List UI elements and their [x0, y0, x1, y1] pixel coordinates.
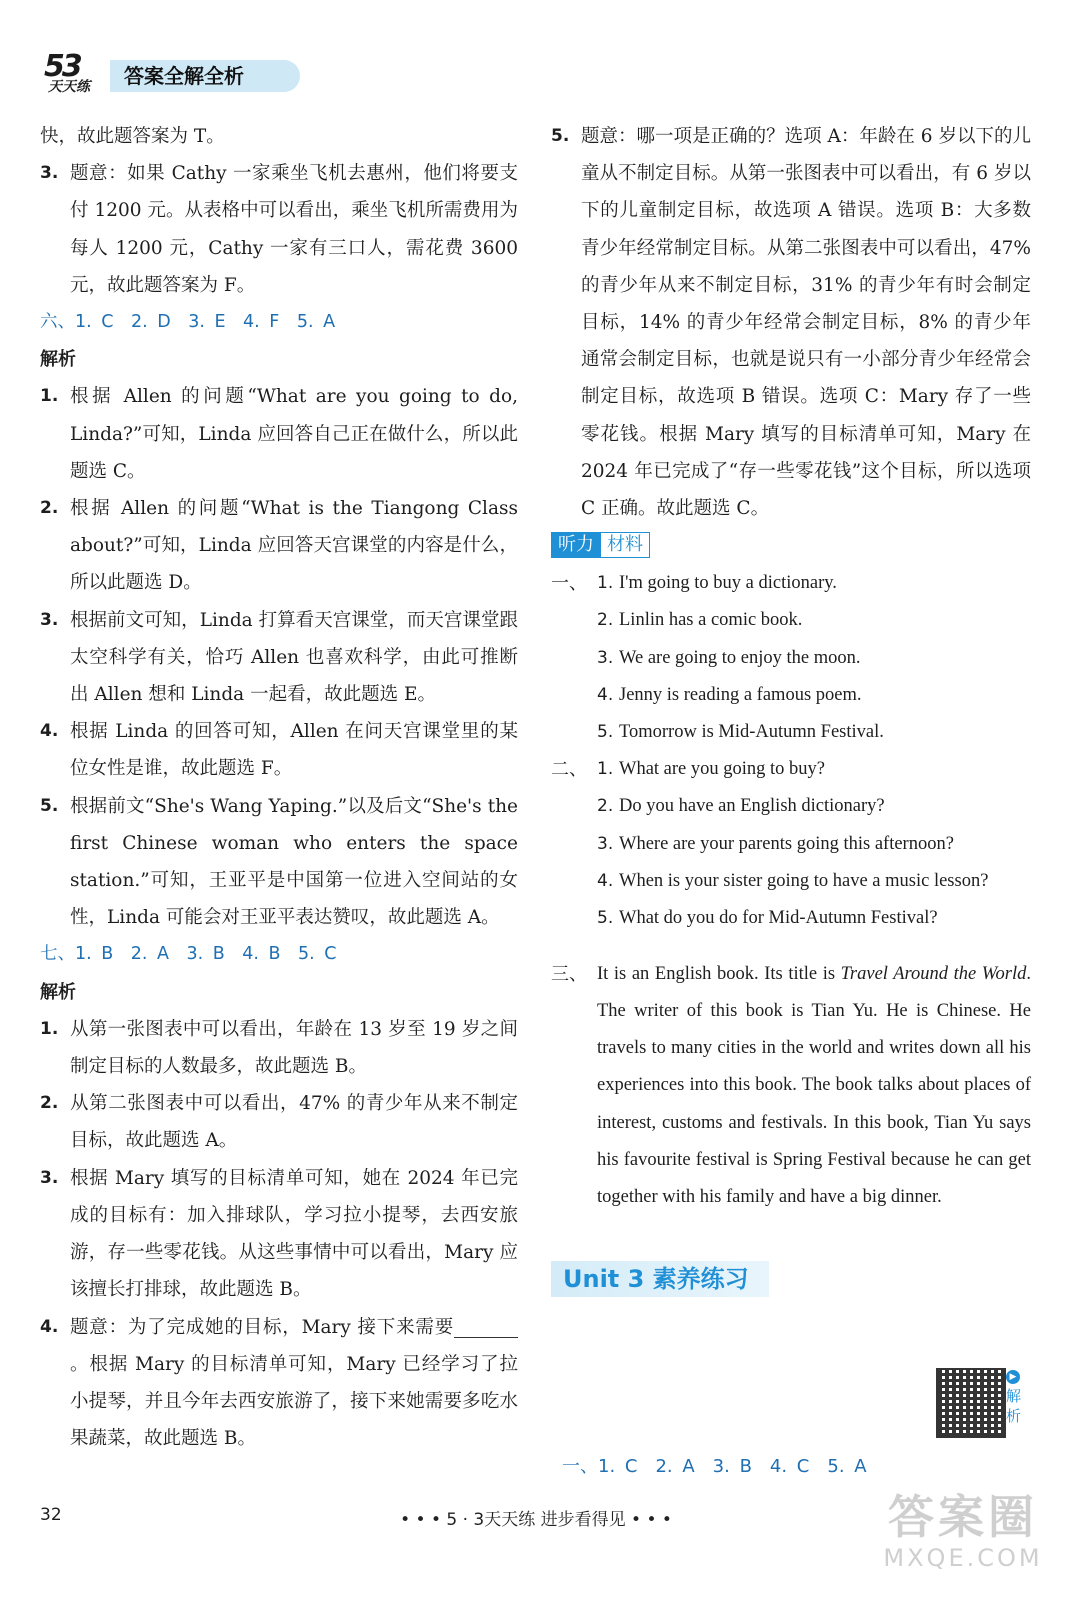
analysis-item [40, 378, 518, 490]
item-text: We are going to enjoy the moon. [619, 647, 861, 668]
left-column [40, 118, 518, 1457]
analysis-item-4 [40, 1309, 518, 1458]
item-text: 题意：如果 Cathy 一家乘坐飞机去惠州，他们将要支付 1200 元。从表格中可以看出，乘坐飞机所需费用为每人 1200 元，Cathy 一家有三口人，需花费 3600 元，故此题答案为 F。 [70, 163, 518, 296]
item-text: 根据 Allen 的问题“What is the Tiangong Class about?”可知，Linda 应回答天宫课堂的内容是什么，所以此题选 D。 [70, 498, 518, 594]
item-number: 4. [597, 684, 614, 705]
item-number: 2. [40, 498, 59, 519]
unit-3-answers: 一、1. C 2. A 3. B 4. C 5. A [562, 1456, 867, 1477]
item-number: 2. [597, 610, 614, 631]
right-column [551, 118, 1031, 1300]
continued-line: 快，故此题答案为 T。 [40, 126, 225, 147]
item-text: I'm going to buy a dictionary. [619, 573, 837, 594]
section-6-answers: 六、1. C 2. D 3. E 4. F 5. A [40, 312, 336, 333]
item-number: 1. [40, 1018, 59, 1039]
item-text: Do you have an English dictionary? [619, 796, 885, 817]
item-text: 从第二张图表中可以看出，47% 的青少年从来不制定目标，故此题选 A。 [70, 1093, 518, 1152]
item-text: Jenny is reading a famous poem. [619, 684, 862, 705]
item-number: 4. [597, 870, 614, 891]
item-number: 3. [40, 163, 59, 184]
item-text-before-blank: 题意：为了完成她的目标，Mary 接下来需要 [70, 1316, 454, 1338]
list-item [597, 863, 1031, 900]
analysis-item [40, 602, 518, 714]
item-text: 从第一张图表中可以看出，年龄在 13 岁至 19 岁之间制定目标的人数最多，故此题选 B。 [70, 1018, 518, 1078]
item-number: 3. [40, 609, 59, 630]
brand-logo [44, 49, 98, 98]
item-number: 5. [597, 722, 614, 743]
list-item [597, 826, 1031, 863]
analysis-item [40, 713, 518, 787]
page-header [40, 49, 340, 102]
watermark [868, 1490, 1058, 1590]
section-label: 一、 [551, 573, 587, 595]
qr-code[interactable] [936, 1368, 1006, 1438]
item-number: 2. [597, 796, 614, 817]
analysis-item-5 [551, 118, 1031, 527]
tag-material: 材料 [601, 532, 650, 558]
section-6-analysis-label: 解析 [40, 349, 76, 371]
item-number: 3. [597, 833, 614, 854]
listening-transcript [551, 565, 1031, 1216]
passage-text: It is an English book. Its title is [597, 963, 841, 984]
section-7-analysis-list [40, 1011, 518, 1457]
item-number: 1. [597, 573, 614, 594]
item-number: 2. [40, 1093, 59, 1114]
item-number: 5. [597, 908, 614, 929]
item-number: 1. [597, 759, 614, 780]
passage-text: . The writer of this book is Tian Yu. He is Chinese. He travels to many cities in the world and writes down all his experiences into this book. The book talks about places of interest, customs and festivals. In this book, Tian Yu says his favourite festival is Spring Festival because he can get together with his family and have a big dinner. [597, 963, 1031, 1207]
analysis-item [40, 1011, 518, 1085]
book-title: Travel Around the World [840, 963, 1027, 984]
analysis-item [40, 788, 518, 937]
section-7-answers: 七、1. B 2. A 3. B 4. B 5. C [40, 944, 337, 965]
watermark-line-1: 答案圈 [888, 1490, 1038, 1544]
item-number: 4. [40, 1316, 59, 1337]
item-text: 根据 Mary 填写的目标清单可知，她在 2024 年已完成的目标有：加入排球队，学习拉小提琴，去西安旅游，存一些零花钱。从这些事情中可以看出，Mary 应该擅长打排球，故此题选 B。 [70, 1167, 518, 1301]
footer-slogan: • • • 5 · 3天天练 进步看得见 • • • [400, 1510, 672, 1530]
item-text: When is your sister going to have a music lesson? [619, 870, 989, 891]
section-6-analysis-list [40, 378, 518, 936]
analysis-item [40, 490, 518, 602]
logo-text: 天天练 [48, 79, 90, 95]
list-item [597, 714, 1031, 751]
list-item [597, 565, 1031, 602]
item-text: 根据前文“She's Wang Yaping.”以及后文“She's the first Chinese woman who enters the space station.”可知，王亚平是中国第一位进入空间站的女性，Linda 可能会对王亚平表达赞叹，故此题选 A。 [70, 795, 518, 929]
fill-in-blank [454, 1317, 518, 1338]
list-item [597, 677, 1031, 714]
list-item [597, 751, 1031, 788]
play-icon: ▶ [1006, 1370, 1020, 1384]
section-label: 三、 [551, 963, 587, 985]
list-item [597, 900, 1031, 937]
item-text: What are you going to buy? [619, 759, 826, 780]
item-text: 根据 Linda 的回答可知，Allen 在问天宫课堂里的某位女性是谁，故此题选 F。 [70, 721, 518, 780]
item-text-after-blank: 。根据 Mary 的目标清单可知，Mary 已经学习了拉小提琴，并且今年去西安旅游了，接下来她需要多吃水果蔬菜，故此题选 B。 [70, 1353, 518, 1450]
page-number: 32 [40, 1505, 62, 1525]
list-item [597, 602, 1031, 639]
item-number: 5. [40, 795, 59, 816]
item-number: 4. [40, 721, 59, 742]
item-text: 题意：哪一项是正确的？选项 A：年龄在 6 岁以下的儿童从不制定目标。从第一张图表中可以看出，有 6 岁以下的儿童制定目标，故选项 A 错误。选项 B：大多数青少年经常制定目标。从第二张图表中可以看出，47% 的青少年从来不制定目标，31% 的青少年有时会制定目标，14% 的青少年经常会制定目标，8% 的青少年通常会制定目标，也就是说只有一小部分青少年经常会制定目标，故选项 B 错误。选项 C：Mary 存了一些零花钱。根据 Mary 填写的目标清单可知，Mary 在 2024 年已完成了“存一些零花钱”这个目标，所以选项 C 正确。故此题选 C。 [581, 126, 1031, 520]
listening-section-3 [551, 956, 1031, 1216]
item-text: Tomorrow is Mid-Autumn Festival. [619, 722, 884, 743]
item-number: 5. [551, 126, 570, 146]
list-item [597, 640, 1031, 677]
item-text: 根据 Allen 的问题“What are you going to do, Linda?”可知，Linda 应回答自己正在做什么，所以此题选 C。 [70, 386, 518, 482]
item-text: What do you do for Mid-Autumn Festival? [619, 908, 938, 929]
listening-section-2 [551, 751, 1031, 937]
listening-material-tag [551, 531, 1031, 559]
listening-section-1 [551, 565, 1031, 751]
section-7-analysis-label: 解析 [40, 981, 76, 1003]
section-label: 二、 [551, 759, 587, 781]
qr-label-text: 解析 [1006, 1387, 1022, 1425]
item-text: 根据前文可知，Linda 打算看天宫课堂，而天宫课堂跟太空科学有关，恰巧 Allen 也喜欢科学，由此可推断出 Allen 想和 Linda 一起看，故此题选 E。 [70, 609, 518, 706]
answer-item-3 [40, 155, 518, 304]
watermark-line-2: MXQE.COM [883, 1544, 1043, 1572]
item-number: 3. [40, 1167, 59, 1188]
logo-number: 53 [44, 49, 80, 84]
item-text: Linlin has a comic book. [619, 610, 803, 631]
listening-passage [597, 956, 1031, 1216]
qr-analysis-label[interactable] [1006, 1370, 1030, 1426]
unit-title: Unit 3 素养练习 [551, 1261, 769, 1297]
item-text: Where are your parents going this afternoon? [619, 833, 954, 854]
item-number: 1. [40, 386, 59, 407]
item-number: 3. [597, 647, 614, 668]
list-item [597, 788, 1031, 825]
analysis-item [40, 1085, 518, 1159]
analysis-item [40, 1160, 518, 1309]
tag-listening: 听力 [551, 532, 601, 558]
header-banner: 答案全解全析 [110, 60, 300, 92]
